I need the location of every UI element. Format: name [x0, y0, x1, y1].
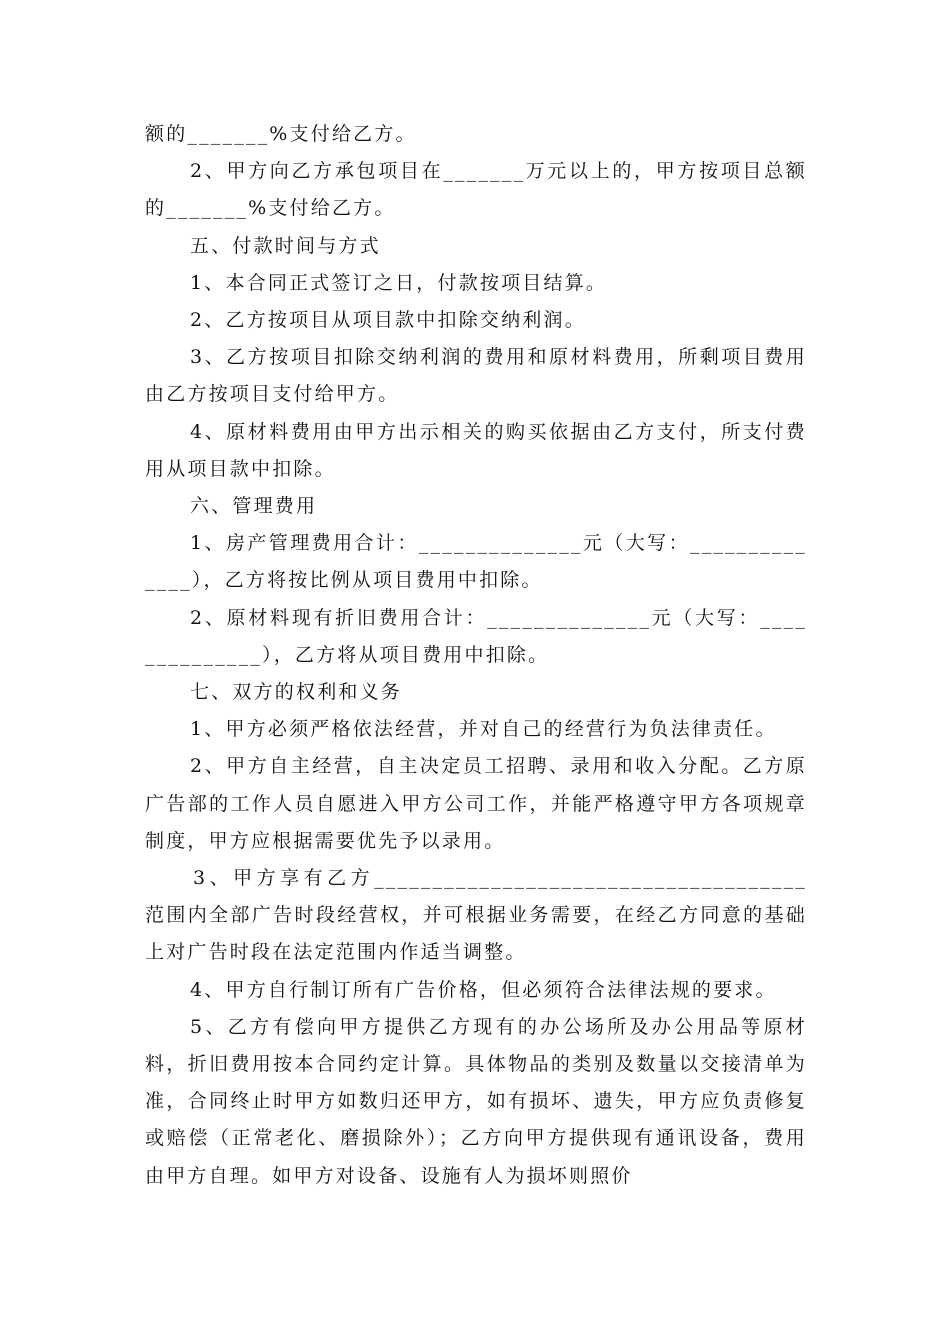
paragraph-clause-4-2: 2、甲方向乙方承包项目在_______万元以上的，甲方按项目总额的_______%支付给乙方。 — [145, 160, 807, 220]
section-heading-management-fee: 六、管理费用 — [190, 495, 318, 518]
section-heading-payment: 五、付款时间与方式 — [190, 234, 381, 257]
paragraph-clause-7-5: 5、乙方有偿向甲方提供乙方现有的办公场所及办公用品等原材料，折旧费用按本合同约定计算。具体物品的类别及数量以交接清单为准，合同终止时甲方如数归还甲方，如有损坏、遗失，甲方应负责修复或赔偿（正常老化、磨损除外）；乙方向甲方提供现有通讯设备，费用由甲方自理。如甲方对设备、设施有人为损坏则照价 — [145, 1015, 807, 1187]
paragraph-clause-7-2: 2、甲方自主经营，自主决定员工招聘、录用和收入分配。乙方原广告部的工作人员自愿进入甲方公司工作，并能严格遵守甲方各项规章制度，甲方应根据需要优先予以录用。 — [145, 755, 807, 852]
paragraph-clause-7-4: 4、甲方自行制订所有广告价格，但必须符合法律法规的要求。 — [190, 978, 777, 1001]
paragraph-clause-7-1: 1、甲方必须严格依法经营，并对自己的经营行为负法律责任。 — [190, 718, 777, 741]
paragraph-clause-7-3: 3、甲方享有乙方_____________________________________范围内全部广告时段经营权，并可根据业务需要，在经乙方同意的基础上对广告时段在法定范围内作适当调整。 — [145, 867, 807, 964]
document-body — [145, 116, 807, 1195]
paragraph-clause-6-2: 2、原材料现有折旧费用合计：______________元（大写：______________），乙方将从项目费用中扣除。 — [145, 606, 807, 666]
paragraph-clause-5-3: 3、乙方按项目扣除交纳利润的费用和原材料费用，所剩项目费用由乙方按项目支付给甲方。 — [145, 346, 807, 406]
paragraph-clause-5-2: 2、乙方按项目从项目款中扣除交纳利润。 — [190, 309, 586, 332]
paragraph-clause-6-1: 1、房产管理费用合计：______________元（大写：______________），乙方将按比例从项目费用中扣除。 — [145, 532, 807, 592]
paragraph-clause-5-1: 1、本合同正式签订之日，付款按项目结算。 — [190, 271, 608, 294]
paragraph-continuation: 额的_______%支付给乙方。 — [145, 123, 417, 145]
section-heading-rights-obligations: 七、双方的权利和义务 — [190, 681, 403, 704]
paragraph-clause-5-4: 4、原材料费用由甲方出示相关的购买依据由乙方支付，所支付费用从项目款中扣除。 — [145, 420, 807, 480]
